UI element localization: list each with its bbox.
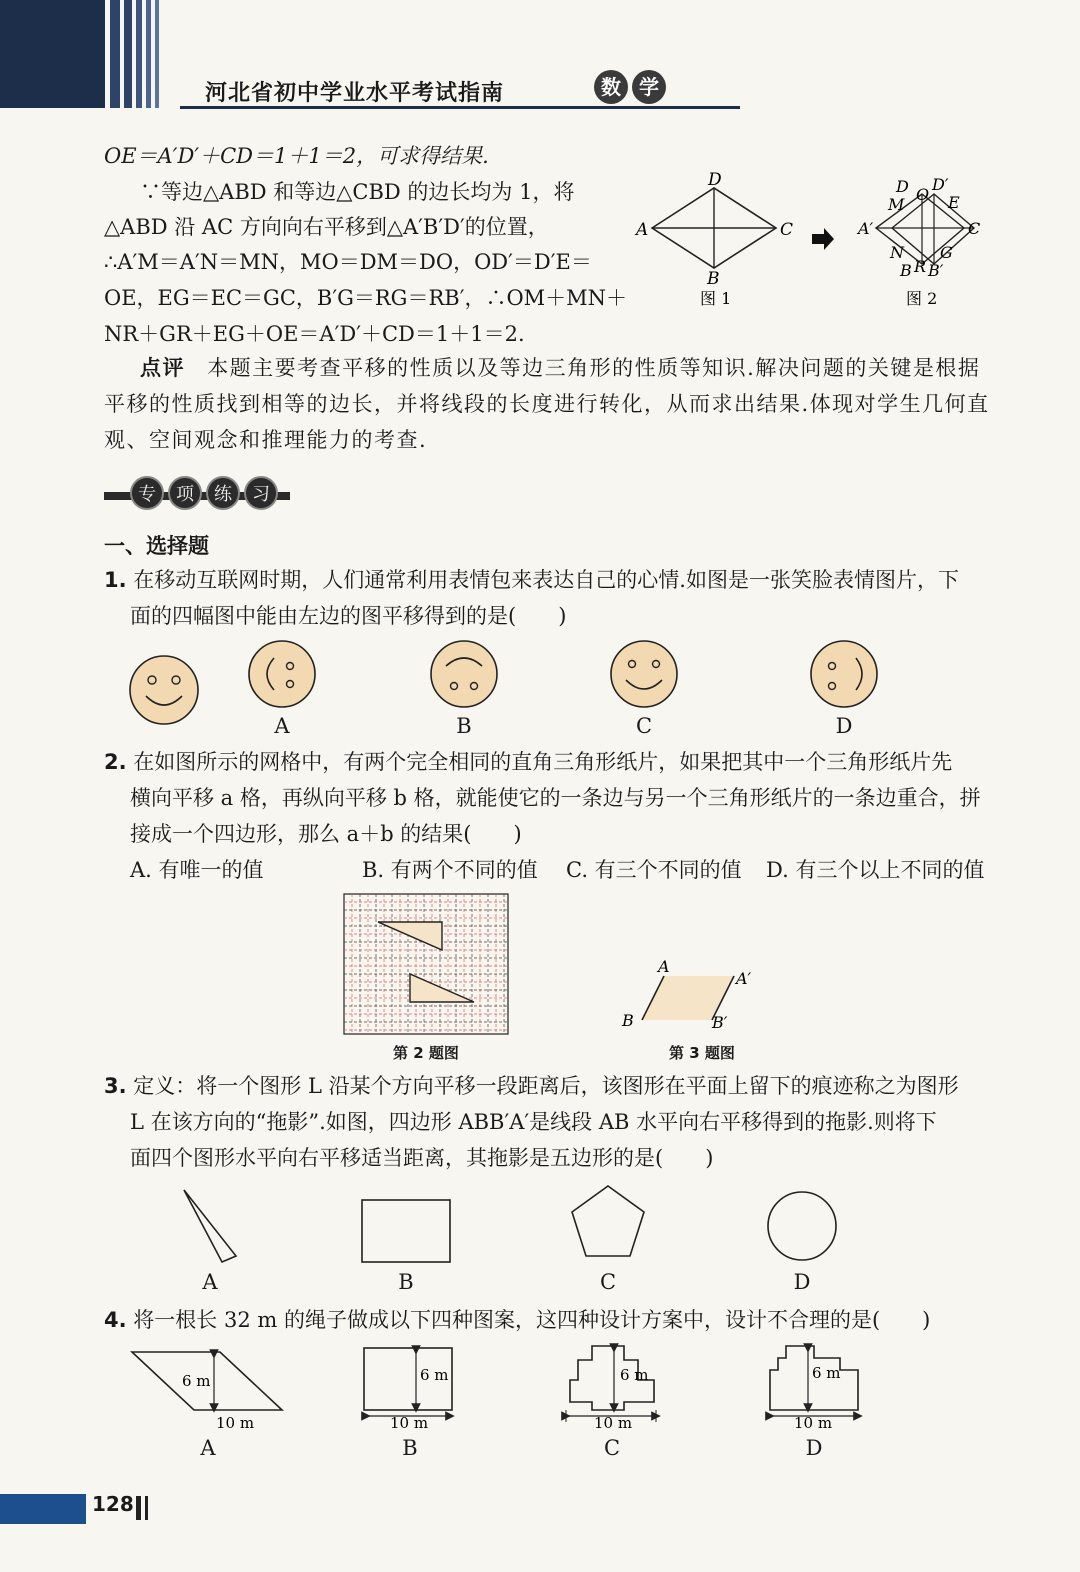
design-a-height: 6 m xyxy=(182,1372,211,1390)
solution-line-6: NR＋GR＋EG＋OE＝A′D′＋CD＝1＋1＝2. xyxy=(104,322,525,346)
q4-designs xyxy=(124,1340,884,1436)
shape-triangle xyxy=(184,1190,236,1262)
q4-text: 将一根长 32 m 的绳子做成以下四种图案，这四种设计方案中，设计不合理的是( ) xyxy=(133,1308,931,1332)
subject-badge xyxy=(594,70,668,106)
face-option-a xyxy=(249,641,315,707)
fig1-label-c: C xyxy=(780,220,794,240)
q1-line-2: 面的四幅图中能由左边的图平移得到的是( ) xyxy=(130,604,567,628)
q2-grid-figure xyxy=(340,890,512,1038)
q3-figure-caption: 第 3 题图 xyxy=(669,1044,735,1062)
face-original xyxy=(130,656,198,724)
q3-number: 3. xyxy=(104,1074,127,1098)
solution-line-2: ∵等边△ABD 和等边△CBD 的边长均为 1，将 xyxy=(140,180,575,204)
q4-option-b: B xyxy=(402,1436,418,1460)
shape-pentagon xyxy=(572,1186,644,1256)
solution-line-5: OE，EG＝EC＝GC，B′G＝RG＝RB′，∴OM＋MN＋ xyxy=(104,286,628,310)
page-bars-decoration xyxy=(136,1496,150,1520)
header-rule xyxy=(180,106,740,109)
q3-line-1 xyxy=(104,1068,959,1104)
solution-line-4: ∴A′M＝A′N＝MN，MO＝DM＝DO，OD′＝D′E＝ xyxy=(104,250,592,274)
q4-number: 4. xyxy=(104,1308,127,1332)
face-option-b xyxy=(431,641,497,707)
fig2-label-d: D xyxy=(896,177,909,196)
book-title: 河北省初中学业水平考试指南 xyxy=(205,81,505,106)
fig1-label-a: A xyxy=(636,220,649,240)
fig2-label-n: N xyxy=(890,243,904,262)
design-b-height: 6 m xyxy=(420,1366,449,1384)
q4-option-d: D xyxy=(805,1436,823,1460)
page-number: 128 xyxy=(92,1492,134,1516)
q2-option-c: C. 有三个不同的值 xyxy=(566,858,742,882)
fig1-label-b: B xyxy=(707,269,720,289)
q3-label-b-prime: B′ xyxy=(712,1013,728,1032)
fig2-label-m: M xyxy=(888,195,905,214)
q3-option-b: B xyxy=(398,1270,414,1294)
arrow-right-icon xyxy=(812,228,834,250)
q1-faces xyxy=(120,636,900,742)
design-c-height: 6 m xyxy=(620,1366,649,1384)
face-option-d xyxy=(811,641,877,707)
q3-option-a: A xyxy=(202,1270,218,1294)
section-banner xyxy=(104,474,290,514)
q3-shapes xyxy=(170,1180,870,1270)
comment-line-1 xyxy=(140,350,980,386)
fig2-caption: 图 2 xyxy=(906,289,938,308)
solution-line-3: △ABD 沿 AC 方向向右平移到△A′B′D′的位置， xyxy=(104,215,549,239)
q2-option-d: D. 有三个以上不同的值 xyxy=(766,858,985,882)
shape-rectangle xyxy=(362,1200,450,1262)
fig2-label-b: B xyxy=(900,261,912,280)
fig2-label-b-prime: B′ xyxy=(928,261,944,280)
q2-line-1 xyxy=(104,744,952,780)
comment-label: 点评 xyxy=(140,355,185,380)
q2-text-1: 在如图所示的网格中，有两个完全相同的直角三角形纸片，如果把其中一个三角形纸片先 xyxy=(133,750,953,774)
q3-label-b: B xyxy=(622,1011,634,1030)
q2-figure-caption: 第 2 题图 xyxy=(393,1044,459,1062)
fig1-caption: 图 1 xyxy=(700,289,732,308)
q4-option-a: A xyxy=(200,1436,216,1460)
header-stripe-decoration xyxy=(0,0,200,108)
banner-char-4: 习 xyxy=(244,476,278,510)
q1-option-a: A xyxy=(274,714,290,738)
q3-text-1: 定义：将一个图形 L 沿某个方向平移一段距离后，该图形在平面上留下的痕迹称之为图形 xyxy=(133,1074,959,1098)
q3-option-d: D xyxy=(793,1270,811,1294)
q3-line-2: L 在该方向的“拖影”.如图，四边形 ABB′A′是线段 AB 水平向右平移得到的拖影.则将下 xyxy=(130,1110,937,1134)
q1-option-d: D xyxy=(835,714,853,738)
q1-option-c: C xyxy=(635,714,653,738)
q3-line-3: 面四个图形水平向右平移适当距离，其拖影是五边形的是( ) xyxy=(130,1146,714,1170)
footer-bar xyxy=(0,1494,86,1524)
design-b-width: 10 m xyxy=(390,1414,429,1432)
fig1-label-d: D xyxy=(708,172,722,190)
fig2-label-o: O xyxy=(916,185,930,204)
q2-line-3: 接成一个四边形，那么 a＋b 的结果( ) xyxy=(130,822,522,846)
q1-text-1: 在移动互联网时期，人们通常利用表情包来表达自己的心情.如图是一张笑脸表情图片，下 xyxy=(133,568,959,592)
q2-line-2: 横向平移 a 格，再纵向平移 b 格，就能使它的一条边与另一个三角形纸片的一条边重合，拼 xyxy=(130,786,981,810)
q2-number: 2. xyxy=(104,750,127,774)
comment-line-1-text: 本题主要考查平移的性质以及等边三角形的性质等知识.解决问题的关键是根据 xyxy=(207,356,981,380)
rhombus-figures xyxy=(630,172,1010,312)
fig2-label-r: R xyxy=(914,257,927,276)
q3-label-a: A xyxy=(658,957,670,976)
comment-line-3: 观、空间观念和推理能力的考查. xyxy=(104,428,428,452)
design-c-stepped xyxy=(566,1346,656,1432)
fig2-label-g: G xyxy=(940,243,953,262)
q4-line xyxy=(104,1302,930,1338)
design-d-width: 10 m xyxy=(794,1414,833,1432)
comment-line-2: 平移的性质找到相等的边长，并将线段的长度进行转化，从而求出结果.体现对学生几何直 xyxy=(104,392,990,416)
section-title: 一、选择题 xyxy=(104,534,209,558)
design-c-width: 10 m xyxy=(594,1414,633,1432)
q3-label-a-prime: A′ xyxy=(736,969,752,988)
fig2-label-d-prime: D′ xyxy=(932,175,949,194)
fig2-label-e: E xyxy=(948,193,960,212)
q4-option-c: C xyxy=(603,1436,621,1460)
shape-circle xyxy=(768,1192,836,1260)
subject-char-2: 学 xyxy=(632,70,666,104)
design-b-rectangle xyxy=(364,1348,452,1432)
q2-option-a: A. 有唯一的值 xyxy=(130,858,264,882)
design-a-parallelogram xyxy=(132,1352,282,1432)
figure-1-rhombus xyxy=(634,172,793,289)
design-d-stepped xyxy=(770,1346,858,1432)
design-a-width: 10 m xyxy=(216,1414,255,1432)
q3-drag-figure xyxy=(616,956,766,1032)
q1-number: 1. xyxy=(104,568,127,592)
banner-char-2: 项 xyxy=(168,476,202,510)
q1-line-1 xyxy=(104,562,959,598)
q1-option-b: B xyxy=(456,714,472,738)
fig2-label-c: C xyxy=(968,219,981,238)
banner-char-3: 练 xyxy=(206,476,240,510)
fig2-label-a-prime: A′ xyxy=(858,219,874,238)
design-d-height: 6 m xyxy=(812,1364,841,1382)
banner-char-1: 专 xyxy=(130,476,164,510)
solution-line-1: OE＝A′D′＋CD＝1＋1＝2，可求得结果. xyxy=(104,144,489,168)
subject-char-1: 数 xyxy=(594,70,628,104)
q2-option-b: B. 有两个不同的值 xyxy=(362,858,538,882)
figure-2-overlap xyxy=(856,175,980,280)
face-option-c xyxy=(611,641,677,707)
q3-option-c: C xyxy=(599,1270,617,1294)
